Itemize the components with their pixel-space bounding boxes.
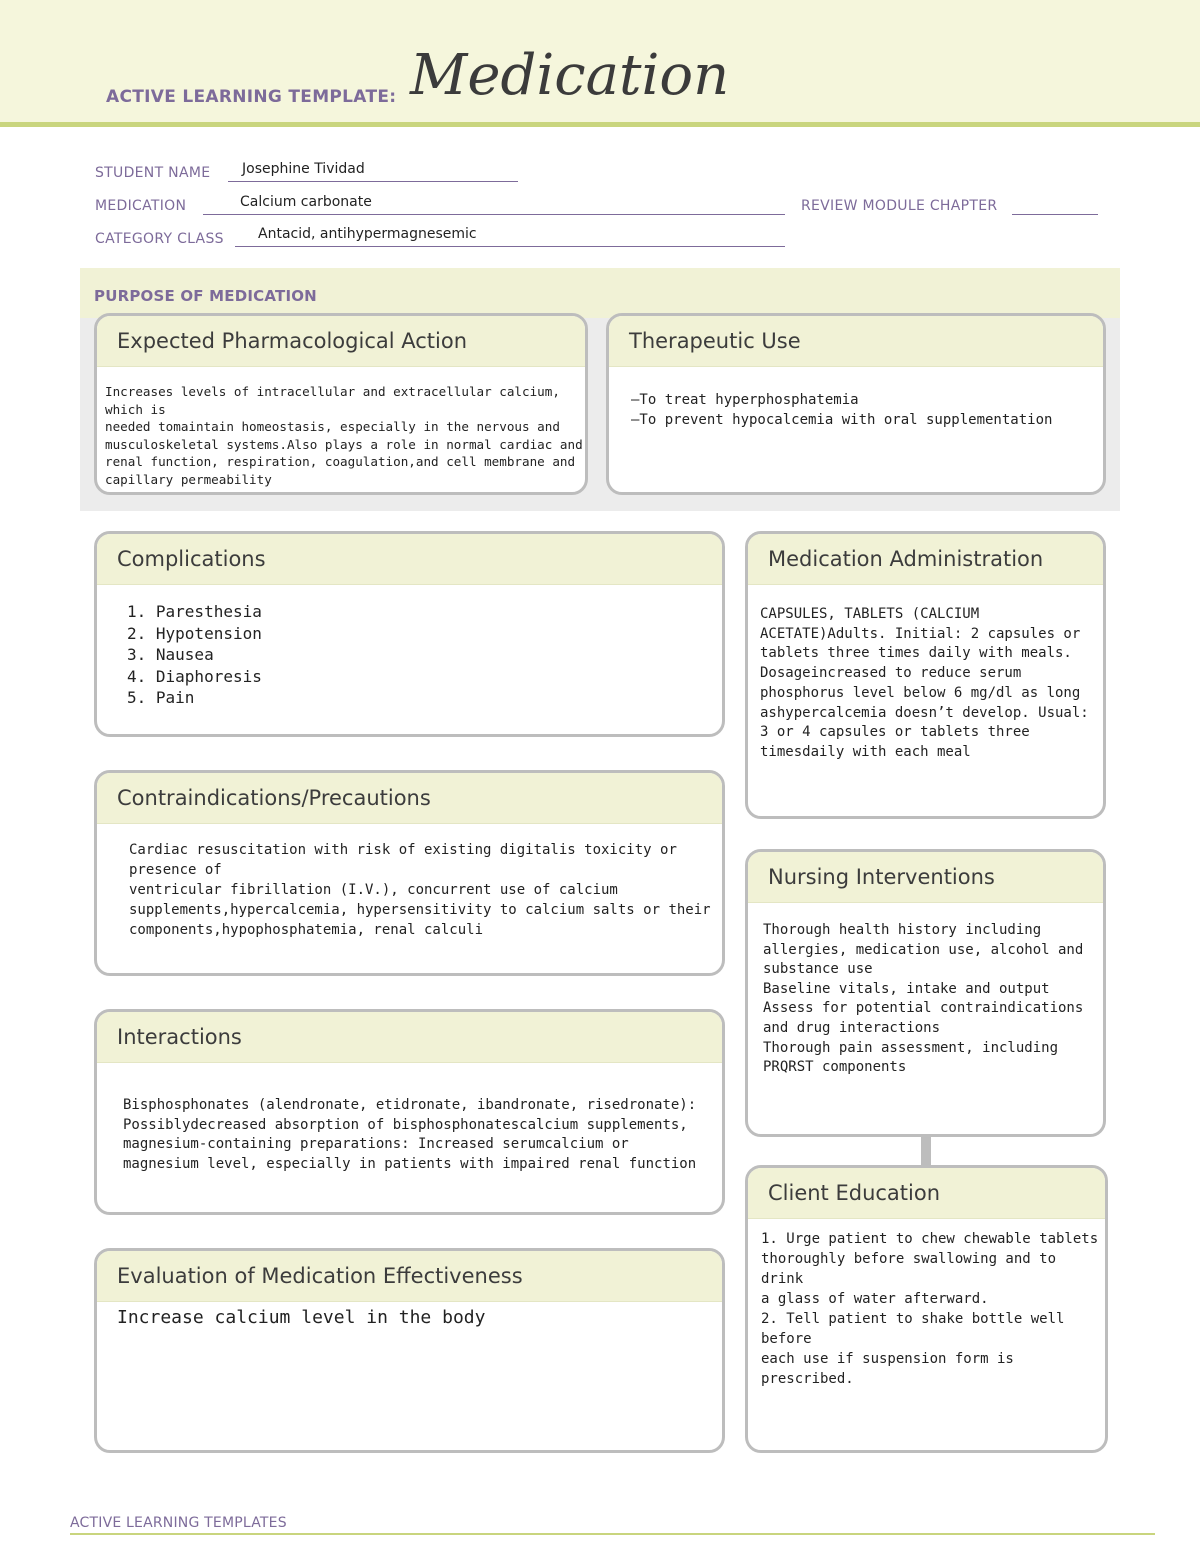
evaluation-heading: Evaluation of Medication Effectiveness	[97, 1251, 722, 1302]
complication-item: 1. Paresthesia	[127, 602, 262, 621]
contraindications-card	[94, 770, 725, 976]
category-class-field[interactable]: Antacid, antihypermagnesemic	[258, 226, 477, 242]
footer-divider	[70, 1533, 1155, 1535]
complication-item: 5. Pain	[127, 688, 195, 707]
evaluation-card	[94, 1248, 725, 1453]
category-class-line	[235, 246, 785, 247]
card-connector	[921, 1135, 931, 1167]
complications-list[interactable]	[97, 585, 722, 709]
complication-item: 2. Hypotension	[127, 623, 262, 643]
interactions-text[interactable]: Bisphosphonates (alendronate, etidronate, ibandronate, risedronate): Possiblydecreased absorption of bisphosphonatescalcium supplements, magnesium-containing preparations: Increased serumcalcium or magnesium level, especially in patients with impaired renal function	[123, 1097, 697, 1172]
review-module-label: REVIEW MODULE CHAPTER	[801, 198, 998, 214]
purpose-title: PURPOSE OF MEDICATION	[94, 287, 317, 305]
client-education-card	[745, 1165, 1108, 1453]
expected-action-text[interactable]: Increases levels of intracellular and extracellular calcium, which is needed tomaintain homeostasis, especially in the nervous and musculoskeletal systems.Also plays a role in normal cardiac and renal function, respiration, coagulation,and cell membrane and capillary permeability	[105, 384, 583, 487]
complication-item: 4. Diaphoresis	[127, 666, 262, 686]
nursing-interventions-heading: Nursing Interventions	[748, 852, 1103, 903]
student-name-label: STUDENT NAME	[95, 165, 211, 181]
interactions-heading: Interactions	[97, 1012, 722, 1063]
client-education-heading: Client Education	[748, 1168, 1105, 1219]
therapeutic-use-card	[606, 313, 1106, 495]
administration-heading: Medication Administration	[748, 534, 1103, 585]
complication-item: 3. Nausea	[127, 645, 214, 664]
page-title: Medication	[410, 43, 730, 108]
header-divider	[0, 122, 1200, 127]
client-education-text[interactable]: 1. Urge patient to chew chewable tablets thoroughly before swallowing and to drink a glass of water afterward. 2. Tell patient to shake bottle well before each use if suspension form is prescribed.	[761, 1231, 1099, 1387]
contraindications-text[interactable]: Cardiac resuscitation with risk of existing digitalis toxicity or presence of ventricular fibrillation (I.V.), concurrent use of calcium supplements,hypercalcemia, hypersensitivity to calcium salts or their components,hypophosphatemia, renal calculi	[129, 842, 711, 938]
expected-action-heading: Expected Pharmacological Action	[97, 316, 585, 367]
expected-action-card	[94, 313, 588, 495]
nursing-interventions-text[interactable]: Thorough health history including allergies, medication use, alcohol and substance use Baseline vitals, intake and output Assess for potential contraindications and drug interactions Thorough pain assessment, including PRQRST components	[763, 922, 1084, 1076]
footer-label: ACTIVE LEARNING TEMPLATES	[70, 1515, 287, 1531]
medication-label: MEDICATION	[95, 198, 187, 214]
complications-card	[94, 531, 725, 737]
contraindications-heading: Contraindications/Precautions	[97, 773, 722, 824]
complications-heading: Complications	[97, 534, 722, 585]
template-label: ACTIVE LEARNING TEMPLATE:	[106, 87, 397, 107]
therapeutic-use-heading: Therapeutic Use	[609, 316, 1103, 367]
medication-field[interactable]: Calcium carbonate	[240, 194, 372, 210]
therapeutic-use-text[interactable]: —To treat hyperphosphatemia —To prevent hypocalcemia with oral supplementation	[631, 392, 1053, 428]
medication-line	[203, 214, 785, 215]
administration-text[interactable]: CAPSULES, TABLETS (CALCIUM ACETATE)Adults. Initial: 2 capsules or tablets three times daily with meals. Dosageincreased to reduce serum phosphorus level below 6 mg/dl as long ashypercalcemia doesn’t develop. Usual: 3 or 4 capsules or tablets three timesdaily with each meal	[760, 606, 1089, 760]
review-module-field[interactable]	[1012, 214, 1098, 215]
nursing-interventions-card	[745, 849, 1106, 1137]
interactions-card	[94, 1009, 725, 1215]
student-name-line	[228, 181, 518, 182]
student-name-field[interactable]: Josephine Tividad	[242, 161, 365, 177]
evaluation-text[interactable]: Increase calcium level in the body	[117, 1307, 486, 1328]
category-class-label: CATEGORY CLASS	[95, 231, 224, 247]
administration-card	[745, 531, 1106, 819]
